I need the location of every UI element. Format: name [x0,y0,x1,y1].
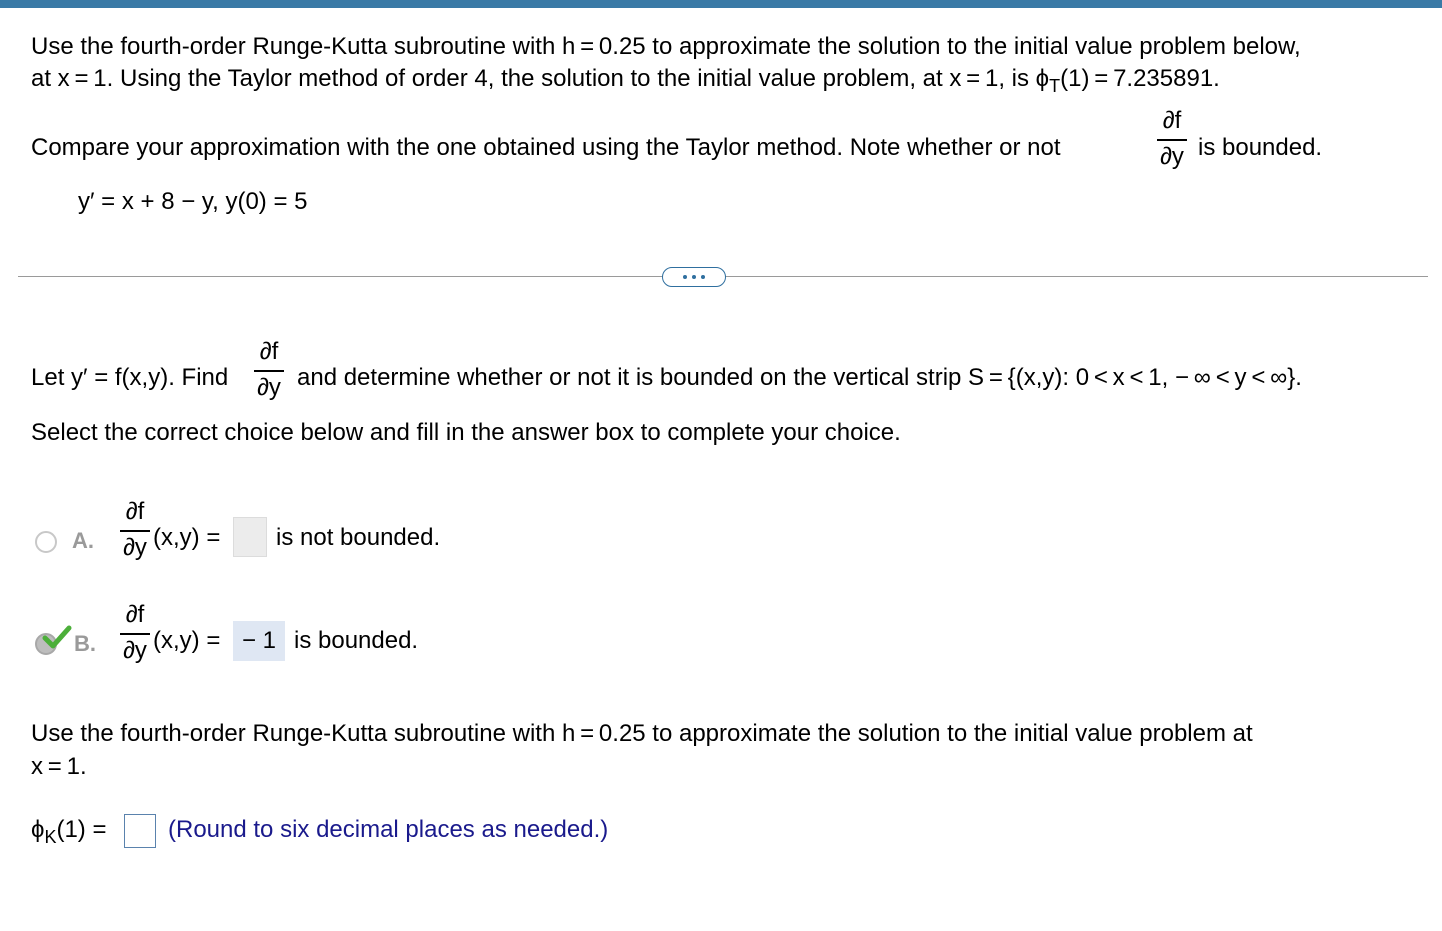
fraction-bar [120,530,150,532]
part2-line-1: Use the fourth-order Runge-Kutta subroutine with h = 0.25 to approximate the solution to the initial value problem at [31,720,1253,747]
choice-b-tail: is bounded. [294,627,419,654]
problem-line-2-suffix: (1) = 7.235891. [1060,65,1220,92]
fraction-denominator: ∂y [257,373,281,401]
problem-line-1: Use the fourth-order Runge-Kutta subroutine with h = 0.25 to approximate the solution to the initial value problem below, [31,33,1301,60]
fraction-bar [254,370,284,372]
fraction-numerator: ∂f [259,338,279,365]
expand-more-button[interactable] [662,267,726,287]
fraction-denominator: ∂y [123,533,147,561]
compare-text: Compare your approximation with the one obtained using the Taylor method. Note whether or not [31,134,1061,161]
taylor-subscript: T [1049,76,1061,96]
dot-icon [683,275,687,279]
choice-b-fraction [120,603,150,663]
rk-answer-prefix: ϕ [31,816,45,843]
fraction-denominator: ∂y [123,636,147,664]
fraction-numerator: ∂f [125,498,145,525]
choice-a-answer-box[interactable] [233,517,267,557]
checkmark-icon [42,624,72,650]
rounding-hint: (Round to six decimal places as needed.) [168,816,609,843]
fraction-numerator: ∂f [125,601,145,628]
part1-prefix: Let y′ = f(x,y). Find [31,364,229,391]
dot-icon [692,275,696,279]
rk-answer-input[interactable] [124,814,156,848]
partial-fraction-part1 [254,340,284,400]
fraction-denominator: ∂y [1160,142,1184,170]
choice-b-answer-box[interactable]: − 1 [233,621,285,661]
part1-instruction: Select the correct choice below and fill in the answer box to complete your choice. [31,419,901,446]
compare-suffix: is bounded. [1198,134,1323,161]
choice-b-letter: B. [74,631,96,656]
fraction-numerator: ∂f [1162,107,1182,134]
dot-icon [701,275,705,279]
partial-fraction-compare [1157,109,1187,169]
ode-equation: y′ = x + 8 − y, y(0) = 5 [78,188,308,215]
fraction-bar [1157,139,1187,141]
rk-answer-label [31,814,106,847]
rk-answer-subscript: K [44,827,57,847]
choice-a-radio[interactable] [35,531,57,553]
choice-b-expr: (x,y) = [153,627,221,654]
problem-line-2-prefix: at x = 1. Using the Taylor method of order 4, the solution to the initial value problem, at x = 1, is ϕ [31,65,1050,92]
choice-a-letter: A. [72,528,94,553]
choice-a-fraction [120,500,150,560]
fraction-bar [120,633,150,635]
rk-answer-suffix: (1) = [56,816,107,843]
part1-suffix: and determine whether or not it is bounded on the vertical strip S = {(x,y): 0 < x < 1, − ∞ < y < ∞}. [297,364,1302,391]
top-accent-bar [0,0,1442,8]
choice-a-tail: is not bounded. [276,524,441,551]
problem-line-2 [31,63,1220,96]
choice-a-expr: (x,y) = [153,524,221,551]
part2-line-2: x = 1. [31,753,87,780]
